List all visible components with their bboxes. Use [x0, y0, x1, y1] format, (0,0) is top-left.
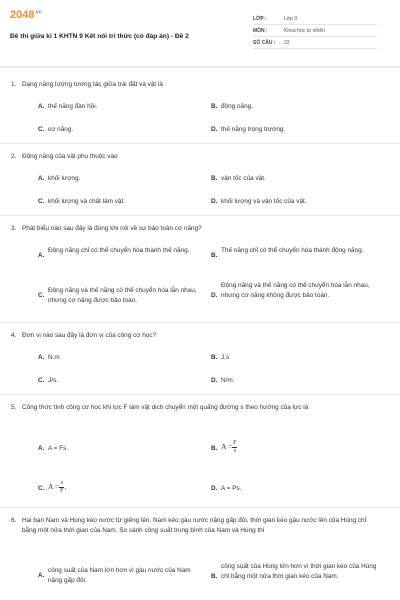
question-number: 5. [11, 404, 17, 411]
exam-meta [253, 13, 377, 49]
question-text [11, 224, 382, 234]
formula-tail: . [64, 482, 67, 492]
exam-title: Đề thi giữa kì 1 KHTN 9 Kết nối tri thức (có đáp án) - Đề 2 [10, 33, 189, 40]
option-letter: A. [38, 252, 45, 259]
option-text: cơ năng. [48, 126, 74, 133]
logo-text: 2048 [10, 9, 35, 21]
option-text: J.s [221, 354, 230, 361]
meta-class-label: LỚP : [253, 15, 267, 22]
question-stem: Dạng năng lượng tương tác giữa trái đất và vật là [22, 81, 163, 88]
option-letter: C. [38, 198, 45, 205]
question-separator [0, 394, 400, 395]
option-letter: C. [38, 126, 45, 133]
question-stem: Công thức tính công cơ học khi lực F làm vật dịch chuyển một quãng đường s theo hướng của lực là [22, 404, 309, 411]
question-text [11, 403, 347, 413]
option-text: N/m. [221, 377, 235, 384]
meta-subject-label: MÔN : [253, 27, 268, 34]
option-text: động năng. [221, 103, 253, 110]
option-text: công suất của Hùng lớn hơn vì thời gian kéo của Hùng chỉ bằng một nửa thời gian kéo của Nam. [221, 563, 377, 580]
fraction-numerator: F [233, 440, 237, 446]
option-text: công suất của Nam lớn hơn vì gàu nước của Nam nặng gấp đôi. [48, 567, 191, 584]
option-letter: C. [38, 292, 45, 299]
question-number: 1. [11, 81, 17, 88]
question-text [11, 152, 382, 162]
option-text: Thế năng chỉ có thể chuyển hóa thành động năng. [221, 247, 364, 254]
option-letter: D. [211, 198, 218, 205]
option-text: thế năng đàn hồi. [48, 103, 98, 110]
fraction-denominator: s [233, 448, 236, 454]
question-number: 3. [11, 225, 17, 232]
option-text: khối lượng. [48, 175, 81, 182]
option-letter: D. [211, 485, 218, 492]
header-divider [0, 66, 400, 68]
formula-lhs: A = [48, 482, 60, 492]
option-letter: B. [211, 354, 218, 361]
option-text: khối lượng và chất làm vật. [48, 198, 126, 205]
option-letter: B. [211, 103, 218, 110]
option-text: A = Fs. [48, 445, 69, 452]
option-letter: D. [211, 126, 218, 133]
question-stem: Đơn vị nào sau đây là đơn vị của công cơ học? [22, 332, 157, 339]
formula-s-over-f [48, 480, 208, 495]
question-separator [0, 143, 400, 144]
option-text: A = Ps. [221, 485, 242, 492]
question-separator [0, 322, 400, 323]
option-letter: A. [38, 175, 45, 182]
option-letter: C. [38, 377, 45, 384]
question-stem: Động năng của vật phụ thuộc vào [22, 153, 118, 160]
meta-count-value: 22 [284, 39, 290, 46]
option-text: J/s. [48, 377, 58, 384]
site-logo[interactable] [10, 9, 42, 21]
option-text: khối lượng và vận tốc của vật. [221, 198, 307, 205]
option-letter: D. [211, 292, 218, 299]
question-stem: Phát biểu nào sau đây là đúng khi nói về sự bảo toàn cơ năng? [22, 225, 202, 232]
option-text: thế năng trọng trường. [221, 126, 286, 133]
option-letter: A. [38, 103, 45, 110]
fraction [232, 440, 237, 455]
option-letter: B. [211, 175, 218, 182]
fraction-numerator: s [60, 480, 63, 486]
option-text: Động năng chỉ có thể chuyển hóa thành thế năng. [48, 247, 190, 254]
option-letter: A. [38, 445, 45, 452]
option-text: Động năng và thế năng có thể chuyển hóa lẫn nhau, nhưng cơ năng không được bảo toàn. [221, 282, 370, 299]
option-letter: B. [211, 252, 218, 259]
option-text: vận tốc của vật. [221, 175, 266, 182]
option-letter: A. [38, 572, 45, 579]
question-number: 6. [11, 517, 17, 524]
meta-count-label: SỐ CÂU : [253, 39, 276, 46]
option-letter: B. [211, 445, 218, 452]
formula-lhs: A = [221, 442, 233, 452]
question-text [11, 516, 377, 536]
question-number: 4. [11, 332, 17, 339]
meta-class-value: Lớp 9 [284, 15, 298, 22]
option-letter: B. [211, 573, 218, 580]
question-separator [0, 507, 400, 508]
formula-f-over-s [221, 440, 381, 455]
option-letter: C. [38, 485, 45, 492]
question-number: 2. [11, 153, 17, 160]
option-letter: A. [38, 354, 45, 361]
question-separator [0, 215, 400, 216]
logo-suffix: .vn [34, 9, 42, 16]
meta-subject-row [253, 25, 377, 37]
question-text [11, 80, 382, 90]
meta-class-row [253, 13, 377, 25]
meta-count-row [253, 37, 377, 49]
option-text: N.m [48, 354, 60, 361]
question-text [11, 331, 382, 341]
fraction-denominator: F [60, 488, 64, 494]
meta-subject-value: Khoa học tự nhiên [284, 27, 325, 34]
option-text: Động năng và thế năng có thể chuyển hóa lẫn nhau, nhưng cơ năng được bảo toàn. [48, 287, 197, 304]
option-letter: D. [211, 377, 218, 384]
question-stem: Hai bạn Nam và Hùng kéo nước từ giếng lên. Nam kéo gàu nước nặng gấp đôi, thời gian kéo gàu nước lên của Hùng chỉ bằng một nửa thời gian của Nam. So sánh công suất trung bình của Nam và Hùng thì [22, 517, 367, 534]
